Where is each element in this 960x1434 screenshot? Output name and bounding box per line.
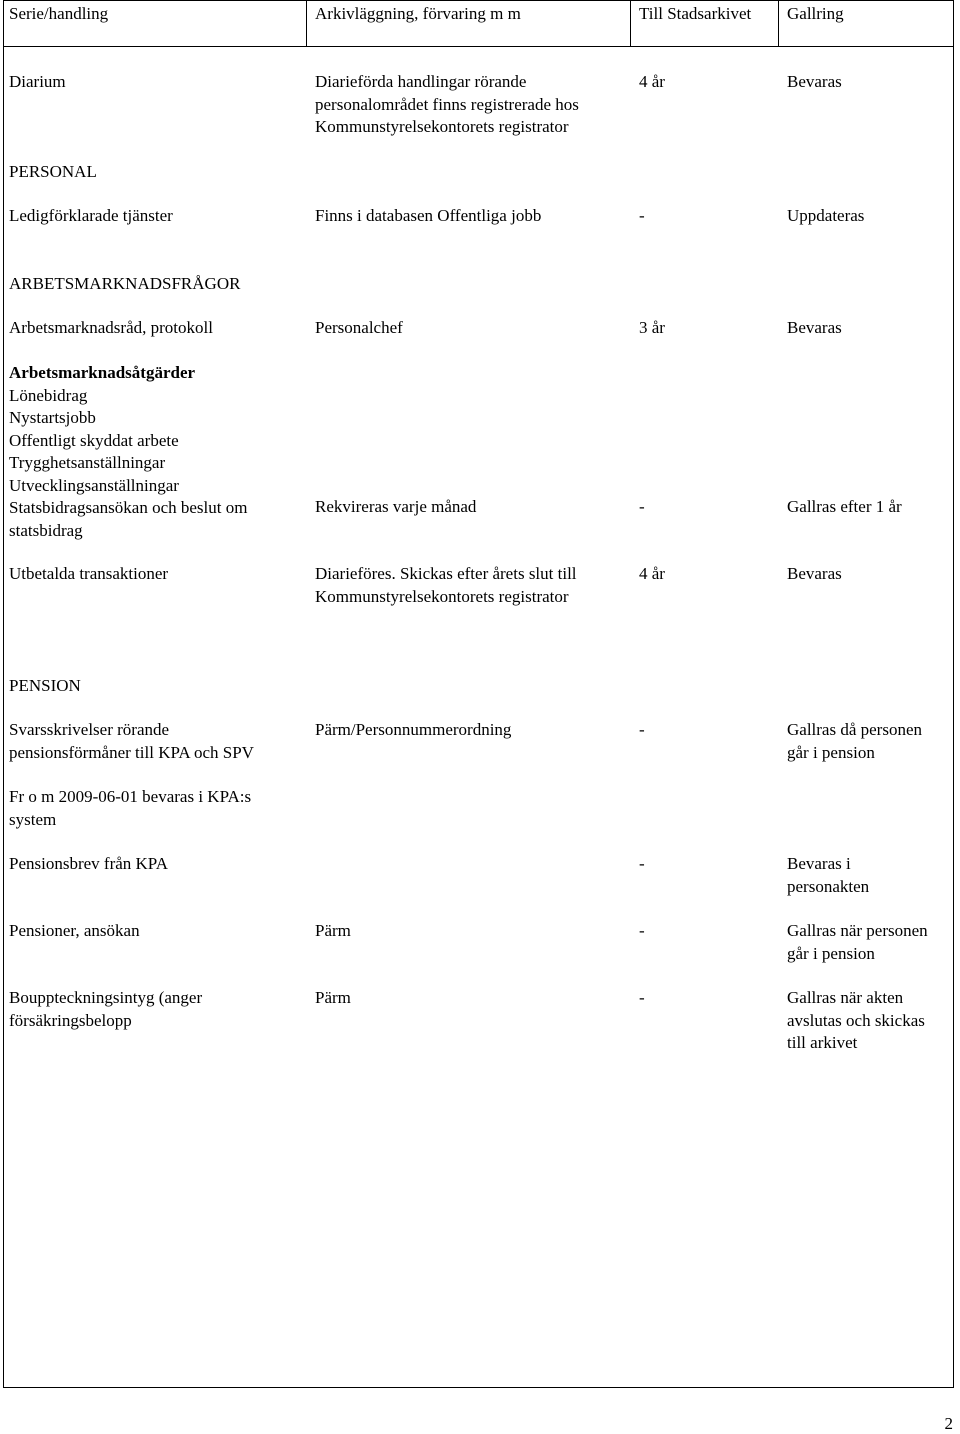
cell-note: Fr o m 2009-06-01 bevaras i KPA:s system xyxy=(9,787,252,829)
column-divider xyxy=(306,0,307,47)
header-serie-handling: Serie/handling xyxy=(9,4,109,23)
cell-gallring: Gallras när akten avslutas och skickas till arkivet xyxy=(787,988,925,1052)
section-heading-pension: PENSION xyxy=(9,676,81,695)
cell-till-stadsarkivet: - xyxy=(639,921,645,940)
cell-gallring: Gallras när personen går i pension xyxy=(787,921,928,963)
section-heading-arbetsmarknadsfragor: ARBETSMARKNADSFRÅGOR xyxy=(9,274,241,293)
column-divider xyxy=(778,0,779,47)
subheading-arbetsmarknadsatgarder: Arbetsmarknadsåtgärder xyxy=(9,363,196,382)
cell-arkivlaggning: Diarieförda handlingar rörande personalområdet finns registrerade hos Kommunstyrelsekontorets registrator xyxy=(315,72,579,136)
cell-till-stadsarkivet: 4 år xyxy=(639,72,665,91)
cell-gallring: Gallras då personen går i pension xyxy=(787,720,923,762)
cell-till-stadsarkivet: 4 år xyxy=(639,564,665,583)
cell-gallring: Bevaras i personakten xyxy=(787,854,870,896)
cell-arkivlaggning: Pärm/Personnummerordning xyxy=(315,720,512,739)
cell-serie: Pensionsbrev från KPA xyxy=(9,854,168,873)
header-till-stadsarkivet: Till Stadsarkivet xyxy=(639,4,752,23)
cell-gallring: Bevaras xyxy=(787,72,842,91)
cell-serie: Lönebidrag Nystartsjobb Offentligt skyddat arbete Trygghetsanställningar Utvecklingsanställningar Statsbidragsansökan och beslut om statsbidrag xyxy=(9,385,248,540)
cell-gallring: Bevaras xyxy=(787,318,842,337)
cell-arkivlaggning: Pärm xyxy=(315,921,351,940)
cell-till-stadsarkivet: - xyxy=(639,720,645,739)
header-gallring: Gallring xyxy=(787,4,844,23)
header-divider xyxy=(3,46,954,47)
cell-arkivlaggning: Personalchef xyxy=(315,318,403,337)
cell-serie: Bouppteckningsintyg (anger försäkringsbelopp xyxy=(9,988,203,1030)
cell-arkivlaggning: Rekvireras varje månad xyxy=(315,497,477,516)
cell-gallring: Uppdateras xyxy=(787,206,865,225)
header-arkivlaggning: Arkivläggning, förvaring m m xyxy=(315,4,521,23)
cell-serie: Pensioner, ansökan xyxy=(9,921,140,940)
cell-serie: Arbetsmarknadsråd, protokoll xyxy=(9,318,213,337)
cell-till-stadsarkivet: - xyxy=(639,988,645,1007)
cell-gallring: Bevaras xyxy=(787,564,842,583)
cell-serie: Ledigförklarade tjänster xyxy=(9,206,173,225)
cell-arkivlaggning: Finns i databasen Offentliga jobb xyxy=(315,206,542,225)
cell-serie: Svarsskrivelser rörande pensionsförmåner till KPA och SPV xyxy=(9,720,254,762)
cell-gallring: Gallras efter 1 år xyxy=(787,497,902,516)
page-number: 2 xyxy=(944,1414,953,1433)
cell-till-stadsarkivet: - xyxy=(639,497,645,516)
cell-till-stadsarkivet: 3 år xyxy=(639,318,665,337)
column-divider xyxy=(630,0,631,47)
cell-arkivlaggning: Diarieföres. Skickas efter årets slut till Kommunstyrelsekontorets registrator xyxy=(315,564,577,606)
cell-till-stadsarkivet: - xyxy=(639,854,645,873)
cell-serie: Diarium xyxy=(9,72,66,91)
cell-arkivlaggning: Pärm xyxy=(315,988,351,1007)
cell-serie: Utbetalda transaktioner xyxy=(9,564,169,583)
section-heading-personal: PERSONAL xyxy=(9,162,97,181)
cell-till-stadsarkivet: - xyxy=(639,206,645,225)
